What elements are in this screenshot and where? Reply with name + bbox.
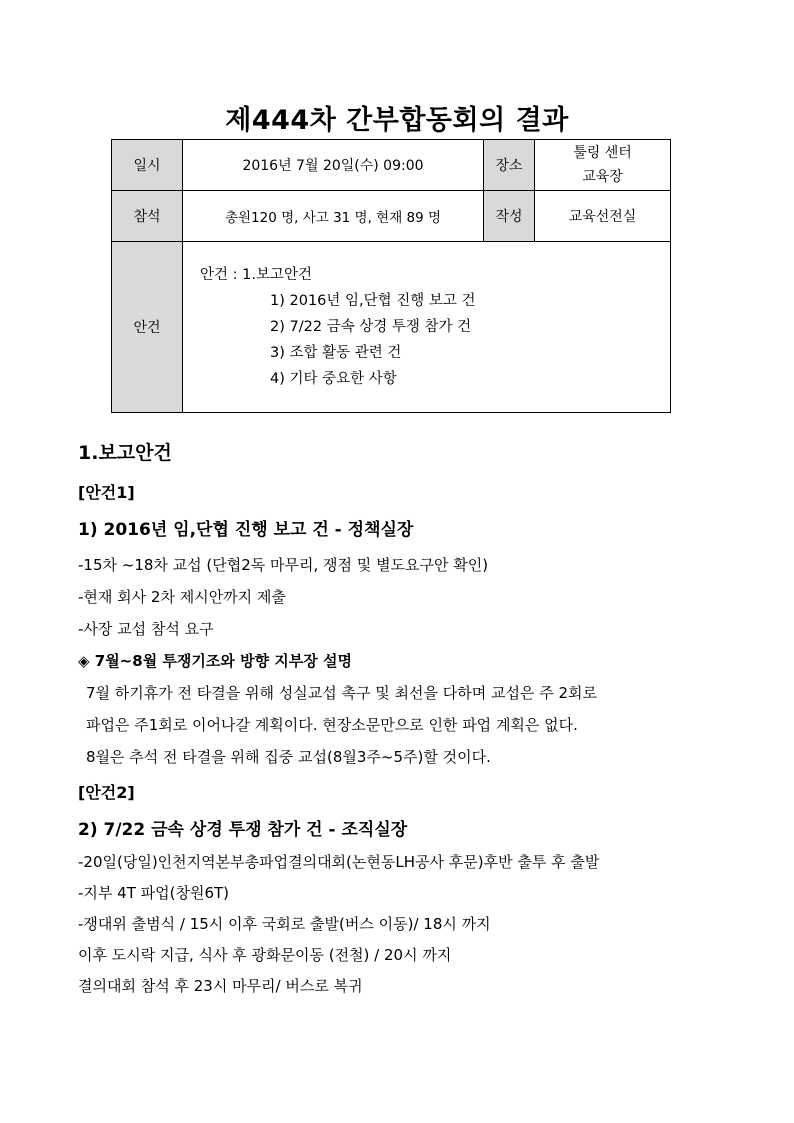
agenda1-line: -15차 ~18차 교섭 (단협2독 마무리, 쟁점 및 별도요구안 확인) [78, 556, 489, 574]
agenda2-bracket: [안건2] [78, 783, 135, 802]
place-value [535, 140, 671, 191]
agenda-item: 2) 7/22 금속 상경 투쟁 참가 건 [270, 319, 472, 335]
agenda-label: 안건 [112, 242, 183, 413]
writer-value: 교육선전실 [535, 191, 671, 242]
agenda1-sub-line: 파업은 주1회로 이어나갈 계획이다. 현장소문만으로 인한 파업 계획은 없다. [86, 716, 578, 734]
agenda-item: 3) 조합 활동 관련 건 [270, 345, 402, 361]
agenda-item: 4) 기타 중요한 사항 [270, 371, 397, 387]
page-title: 제444차 간부합동회의 결과 [225, 105, 569, 136]
agenda1-sub-line: 8월은 추석 전 타결을 위해 집중 교섭(8월3주~5주)할 것이다. [86, 748, 491, 766]
place-line-2: 교육장 [582, 169, 623, 185]
agenda2-line: -지부 4T 파업(창원6T) [78, 884, 230, 902]
attend-label: 참석 [112, 191, 183, 242]
agenda1-line: -현재 회사 2차 제시안까지 제출 [78, 588, 286, 606]
place-line-1: 툴링 센터 [573, 145, 632, 161]
writer-label: 작성 [484, 191, 535, 242]
date-value: 2016년 7월 20일(수) 09:00 [183, 140, 484, 191]
agenda-cell [183, 242, 671, 413]
meeting-info-table [111, 139, 671, 413]
attend-value: 총원120 명, 사고 31 명, 현재 89 명 [183, 191, 484, 242]
agenda2-line: 결의대회 참석 후 23시 마무리/ 버스로 복귀 [78, 977, 363, 995]
agenda1-bracket: [안건1] [78, 483, 135, 502]
agenda2-line: -쟁대위 출범식 / 15시 이후 국회로 출발(버스 이동)/ 18시 까지 [78, 915, 491, 933]
agenda1-sub-title: ◈ 7월~8월 투쟁기조와 방향 지부장 설명 [78, 652, 352, 670]
agenda1-sub-line: 7월 하기휴가 전 타결을 위해 성실교섭 촉구 및 최선을 다하며 교섭은 주 2회로 [86, 684, 598, 702]
date-label: 일시 [112, 140, 183, 191]
section-title: 1.보고안건 [78, 442, 172, 464]
agenda2-line: -20일(당일)인천지역본부총파업결의대회(논현동LH공사 후문)후반 출투 후 출발 [78, 853, 600, 871]
agenda1-title: 1) 2016년 임,단협 진행 보고 건 - 정책실장 [78, 520, 414, 540]
place-label: 장소 [484, 140, 535, 191]
agenda1-line: -사장 교섭 참석 요구 [78, 620, 214, 638]
agenda2-title: 2) 7/22 금속 상경 투쟁 참가 건 - 조직실장 [78, 820, 408, 840]
agenda2-line: 이후 도시락 지급, 식사 후 광화문이동 (전철) / 20시 까지 [78, 946, 452, 964]
agenda-item: 1) 2016년 임,단협 진행 보고 건 [270, 293, 476, 309]
agenda-head: 안건 : 1.보고안건 [200, 267, 312, 283]
